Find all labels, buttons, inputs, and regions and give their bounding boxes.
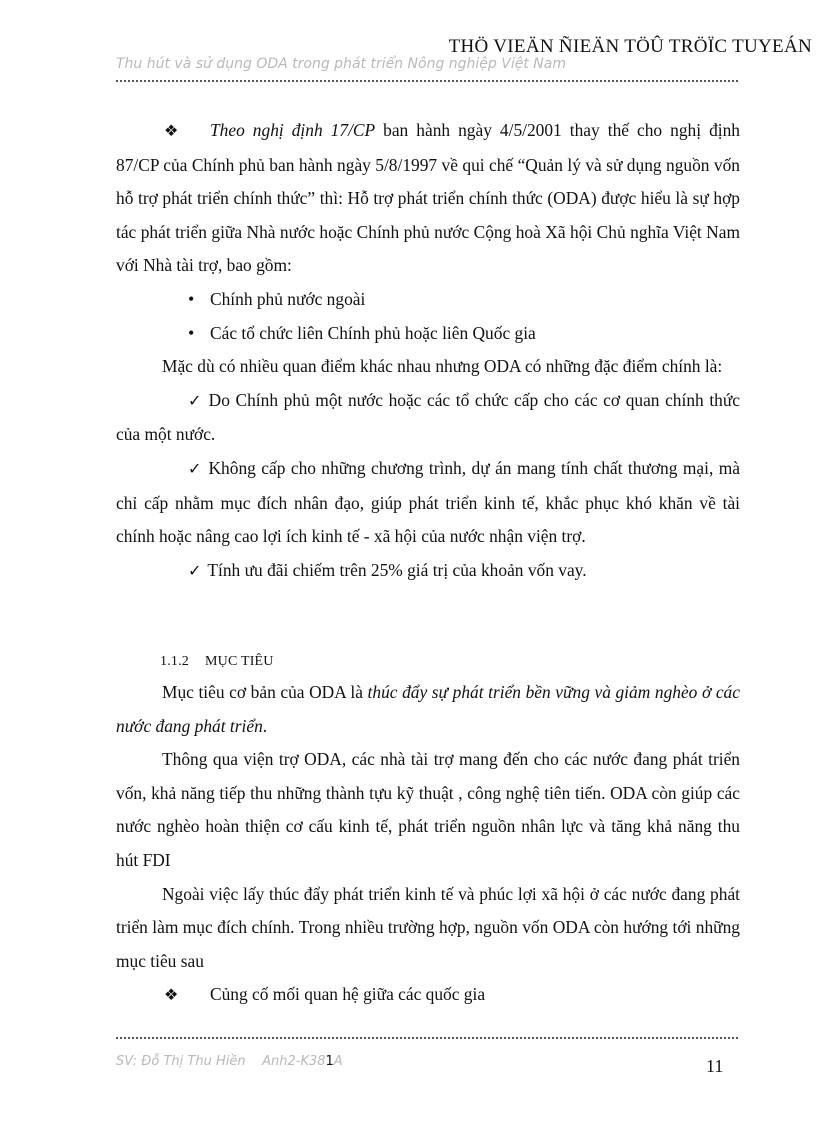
section-heading [160,654,274,670]
checkmark-icon: ✓ [188,562,202,580]
paragraph-oda-benefits: Thông qua viện trợ ODA, các nhà tài trợ mang đến cho các nước đang phát triển vốn, khả năng tiếp thu những thành tựu kỹ thuật , công nghệ tiên tiến. ODA còn giúp các nước nghèo hoàn thiện cơ cấu kinh tế, phát triển nguồn nhân lực và tăng khả năng thu hút FDI [116,749,740,870]
paragraph-objective [116,676,740,743]
check-item [116,554,740,589]
class-separator: 1 [325,1054,334,1069]
check-item [116,384,740,452]
bullet-icon: • [188,288,195,309]
paragraph-features: Mặc dù có nhiều quan điểm khác nhau nhưng ODA có những đặc điểm chính là: [162,356,723,377]
list-item-text: Các tổ chức liên Chính phủ hoặc liên Quốc gia [210,322,536,343]
list-item [116,978,740,1013]
diamond-bullet-icon: ❖ [164,987,179,1005]
class-suffix: A [333,1054,343,1069]
decree-reference: Theo nghị định 17/CP [210,120,376,140]
body-block-2 [116,676,740,1013]
bullet-icon: • [188,322,195,343]
list-item-text: Củng cố mối quan hệ giữa các quốc gia [210,984,486,1005]
section-title: MỤC TIÊU [205,654,274,669]
paragraph-other-goals: Ngoài việc lấy thúc đẩy phát triển kinh tế và phúc lợi xã hội ở các nước đang phát triển làm mục đích chính. Trong nhiều trường hợp, nguồn vốn ODA còn hướng tới những mục tiêu sau [116,883,740,971]
objective-lead: Mục tiêu cơ bản của ODA là [162,682,368,702]
running-title: Thu hút và sử dụng ODA trong phát triển Nông nghiệp Việt Nam [116,56,566,72]
list-item [116,283,740,317]
checkmark-icon: ✓ [188,392,203,410]
check-item-text: Không cấp cho những chương trình, dự án mang tính chất thương mại, mà chỉ cấp nhằm mục đích nhân đạo, giúp phát triển kinh tế, khắc phục khó khăn về tài chính hoặc nâng cao lợi ích kinh tế - xã hội của nước nhận viện trợ. [116,457,740,547]
section-number: 1.1.2 [160,654,189,669]
footer-author [116,1054,343,1069]
objective-end: . [262,715,268,736]
check-item [116,452,740,554]
page-number: 11 [706,1056,724,1076]
check-item-text: Do Chính phủ một nước hoặc các tổ chức cấp cho các cơ quan chính thức của một nước. [116,389,740,445]
class-prefix: Anh2-K38 [262,1054,326,1069]
header-rule [116,80,738,82]
list-item-text: Chính phủ nước ngoài [210,288,366,309]
check-item-text: Tính ưu đãi chiếm trên 25% giá trị của khoản vốn vay. [207,559,587,580]
paragraph-decree [116,114,740,283]
body-block-1 [116,114,740,588]
decree-text: ban hành ngày 4/5/2001 thay thế cho nghị định 87/CP của Chính phủ ban hành ngày 5/8/1997 về qui chế “Quản lý và sử dụng nguồn vốn hỗ trợ phát triển chính thức” thì: Hỗ trợ phát triển chính thức (ODA) được hiểu là sự hợp tác phát triển giữa Nhà nước hoặc Chính phủ nước Cộng hoà Xã hội Chủ nghĩa Việt Nam với Nhà tài trợ, bao gồm: [116,120,740,276]
list-item [116,317,740,351]
footer-rule [116,1037,738,1039]
watermark-header: THÖ VIEÄN ÑIEÄN TÖÛ TRÖÏC TUYEÁN [448,36,812,57]
objective-italic: thúc đẩy sự phát triển bền vững và giảm nghèo ở các nước đang phát triển [116,682,740,736]
diamond-bullet-icon: ❖ [164,123,179,140]
author-name: SV: Đỗ Thị Thu Hiền [116,1054,246,1069]
checkmark-icon: ✓ [188,460,203,478]
